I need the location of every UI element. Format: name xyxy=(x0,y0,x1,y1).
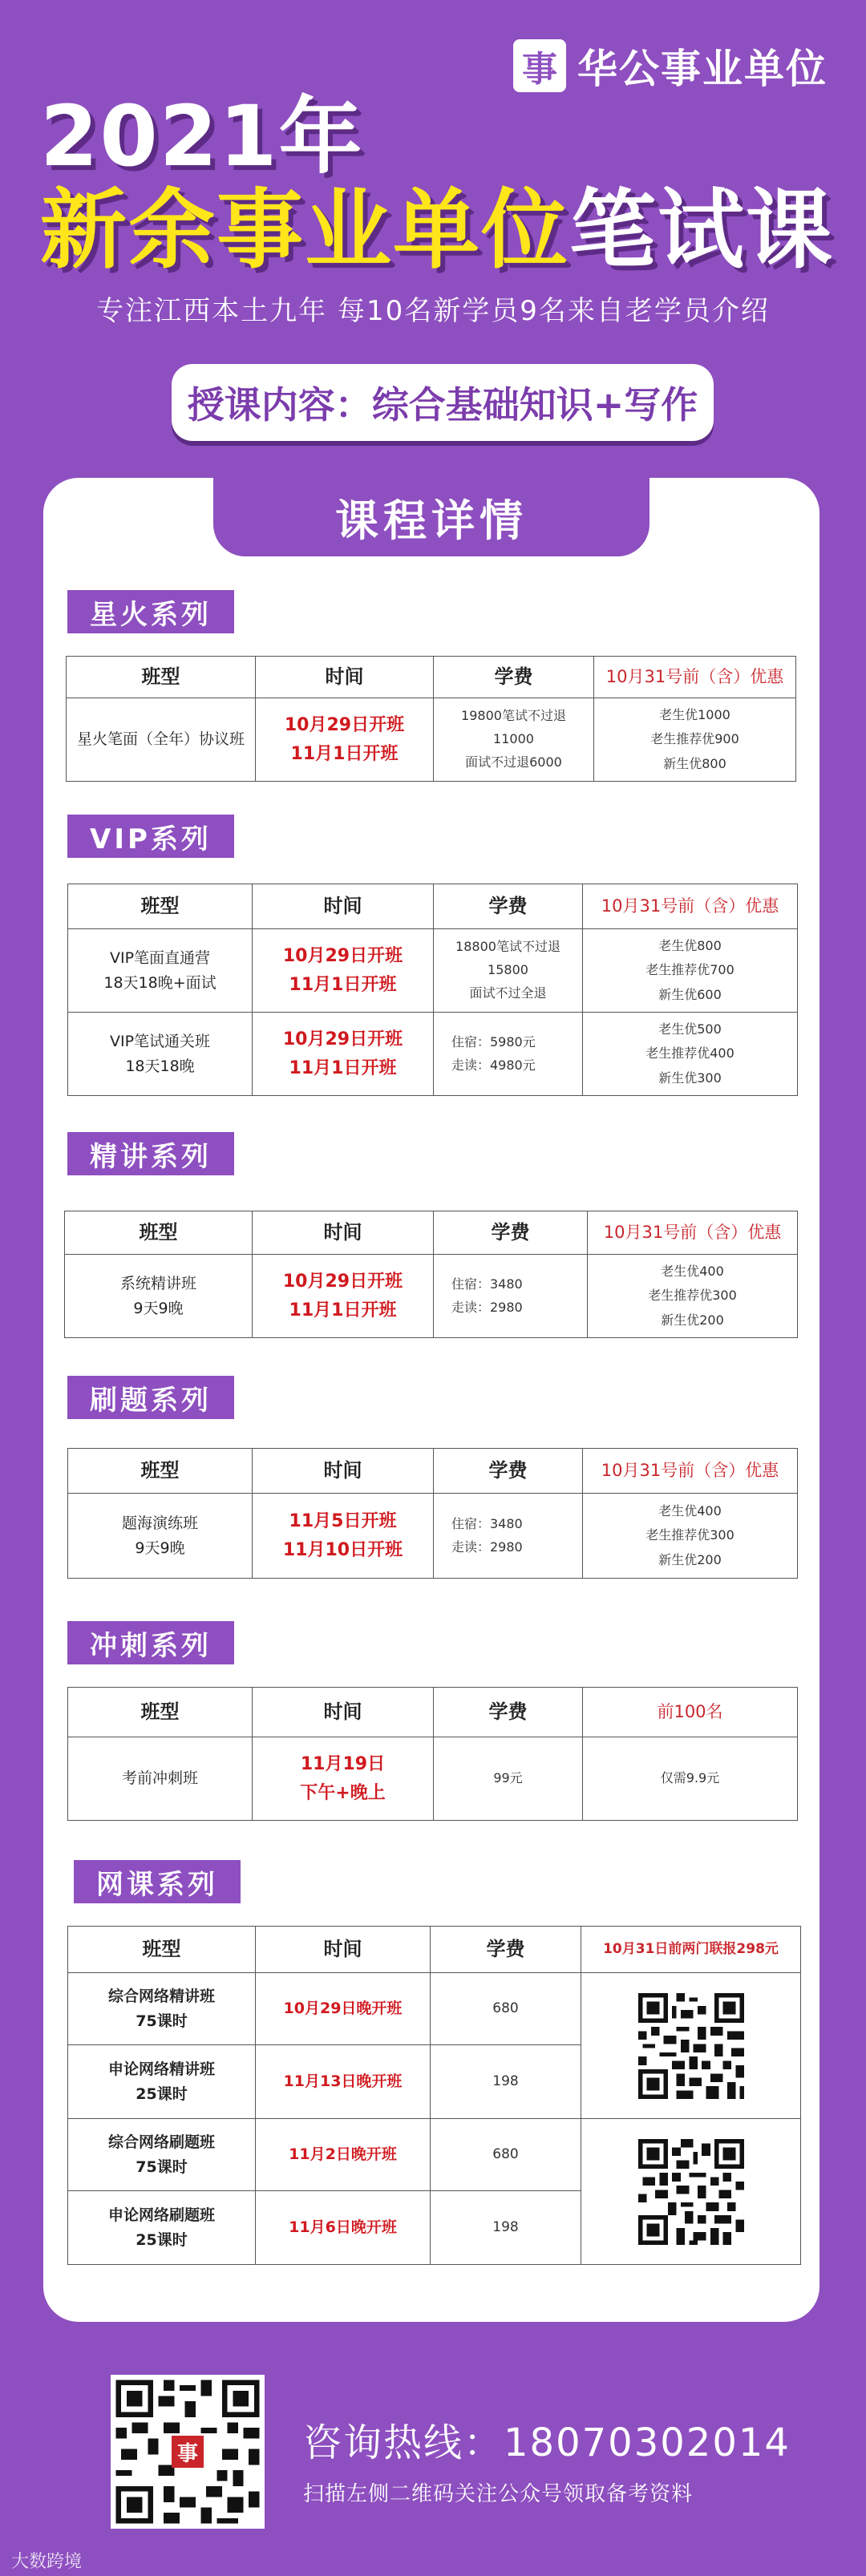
col-header: 班型 xyxy=(65,1211,253,1255)
start-time: 11月1日开班 xyxy=(289,1300,397,1320)
col-header: 班型 xyxy=(68,1449,253,1494)
section-tag: 刷题系列 xyxy=(67,1376,234,1419)
course-table-wangke xyxy=(67,1926,801,2265)
offer: 老生推荐优300 xyxy=(645,1527,734,1543)
fee: 住宿：3480 xyxy=(451,1515,523,1531)
offer: 老生优400 xyxy=(661,1263,724,1279)
col-header: 班型 xyxy=(68,1688,253,1737)
table-row xyxy=(68,1973,801,2045)
hotline-subtext: 扫描左侧二维码关注公众号领取备考资料 xyxy=(303,2482,694,2506)
start-time: 11月1日开班 xyxy=(289,1057,397,1078)
start-time: 10月29日开班 xyxy=(282,1029,403,1050)
start-time: 10月29日开班 xyxy=(282,1272,403,1292)
course-card xyxy=(43,478,819,2322)
fee: 680 xyxy=(492,2146,519,2163)
start-time: 11月19日 xyxy=(300,1754,386,1775)
start-time: 11月13日晚开班 xyxy=(283,2073,403,2091)
qr-code-icon[interactable] xyxy=(638,1993,744,2099)
table-row xyxy=(68,929,798,1013)
class-name: 25课时 xyxy=(136,2085,188,2103)
fee: 198 xyxy=(492,2073,519,2090)
fee: 面试不过退6000 xyxy=(465,754,562,770)
table-row xyxy=(68,1494,798,1579)
col-header: 班型 xyxy=(67,657,256,698)
col-header: 10月31号前（含）优惠 xyxy=(594,657,796,698)
start-time: 11月1日开班 xyxy=(289,974,397,995)
course-table-chongci xyxy=(67,1687,798,1821)
fee: 18800笔试不过退 xyxy=(455,939,560,955)
hotline: 咨询热线：18070302014 xyxy=(303,2420,791,2465)
class-name: 18天18晚+面试 xyxy=(103,973,216,992)
col-header: 10月31号前（含）优惠 xyxy=(583,884,798,929)
table-row xyxy=(68,1737,798,1821)
start-time: 11月1日开班 xyxy=(290,743,399,764)
table-row xyxy=(67,698,796,782)
col-header: 学费 xyxy=(434,1449,583,1494)
fee: 198 xyxy=(492,2219,519,2236)
col-header: 时间 xyxy=(253,1449,434,1494)
col-header: 班型 xyxy=(68,1927,256,1973)
col-header: 10月31号前（含）优惠 xyxy=(588,1211,798,1255)
fee: 面试不过全退 xyxy=(469,985,547,1001)
offer: 老生优800 xyxy=(658,937,722,953)
class-name: 申论网络刷题班 xyxy=(107,2206,215,2225)
brand-mark-icon: 事 xyxy=(513,39,566,92)
col-header: 时间 xyxy=(256,657,434,698)
fee: 住宿：5980元 xyxy=(451,1033,536,1049)
brand-name: 华公事业单位 xyxy=(577,46,828,92)
course-table-jingjiang xyxy=(64,1211,798,1338)
section-tag: 星火系列 xyxy=(67,590,234,633)
qr-code-icon[interactable] xyxy=(638,2139,744,2245)
fee: 99元 xyxy=(493,1770,523,1786)
title-year: 2021年 xyxy=(40,87,364,185)
col-header: 时间 xyxy=(253,1211,434,1255)
offer: 仅需9.9元 xyxy=(660,1770,720,1786)
fee: 走读：4980元 xyxy=(451,1057,536,1073)
title-rest: 笔试课 xyxy=(569,180,835,281)
qr-center-logo: 事 xyxy=(176,2441,198,2466)
offer: 老生优400 xyxy=(658,1502,722,1519)
col-header: 学费 xyxy=(434,1688,583,1737)
section-tag: VIP系列 xyxy=(67,815,234,858)
col-header: 学费 xyxy=(434,884,583,929)
col-header: 时间 xyxy=(256,1927,431,1973)
class-name: VIP笔面直通营 xyxy=(109,949,211,968)
class-name: 综合网络刷题班 xyxy=(107,2133,215,2152)
start-time: 下午+晚上 xyxy=(300,1782,386,1803)
col-header: 时间 xyxy=(253,884,434,929)
start-time: 11月2日晚开班 xyxy=(289,2145,397,2164)
offer: 老生推荐优900 xyxy=(650,731,739,747)
col-header: 学费 xyxy=(434,1211,588,1255)
class-name: 题海演练班 xyxy=(121,1514,198,1533)
card-title: 课程详情 xyxy=(213,478,650,556)
section-tag: 网课系列 xyxy=(74,1860,241,1903)
class-name: 9天9晚 xyxy=(135,1539,185,1557)
class-name: 申论网络精讲班 xyxy=(107,2060,215,2079)
fee: 680 xyxy=(492,2000,519,2017)
offer: 老生推荐优400 xyxy=(645,1045,734,1062)
qr-cell xyxy=(581,2119,801,2265)
fee: 15800 xyxy=(488,962,528,978)
class-name: VIP笔试通关班 xyxy=(109,1033,211,1051)
fee: 11000 xyxy=(493,731,534,747)
offer: 新生优300 xyxy=(658,1070,722,1086)
table-row xyxy=(68,2119,801,2191)
start-time: 10月29日开班 xyxy=(282,946,403,967)
class-name: 系统精讲班 xyxy=(119,1275,196,1293)
col-header: 学费 xyxy=(431,1927,581,1973)
title-main xyxy=(40,160,834,285)
class-name: 25课时 xyxy=(136,2230,188,2249)
start-time: 11月6日晚开班 xyxy=(289,2218,397,2237)
class-name: 18天18晚 xyxy=(125,1057,195,1075)
course-table-xinghuo xyxy=(66,656,796,782)
offer: 新生优200 xyxy=(658,1551,722,1567)
offer: 老生优1000 xyxy=(659,706,730,722)
col-header: 10月31日前两门联报298元 xyxy=(581,1927,801,1973)
class-name: 9天9晚 xyxy=(133,1299,184,1317)
col-header: 10月31号前（含）优惠 xyxy=(583,1449,798,1494)
footer-qr-code[interactable] xyxy=(111,2375,265,2529)
section-tag: 冲刺系列 xyxy=(67,1621,234,1664)
qr-cell xyxy=(581,1973,801,2119)
class-name: 综合网络精讲班 xyxy=(107,1988,215,2006)
offer: 老生推荐优700 xyxy=(645,962,734,978)
start-time: 11月10日开班 xyxy=(282,1539,403,1560)
col-header: 时间 xyxy=(253,1688,434,1737)
offer: 新生优200 xyxy=(661,1312,724,1328)
title-highlight: 新余事业单位 xyxy=(40,180,570,281)
watermark: 大数跨境 xyxy=(11,2552,83,2572)
fee: 走读：2980 xyxy=(451,1539,523,1555)
fee: 19800笔试不过退 xyxy=(461,708,566,724)
table-row xyxy=(68,1013,798,1096)
start-time: 11月5日开班 xyxy=(289,1511,397,1532)
class-name: 星火笔面（全年）协议班 xyxy=(76,730,245,749)
col-header: 前100名 xyxy=(583,1688,798,1737)
fee: 住宿：3480 xyxy=(451,1276,523,1292)
class-name: 考前冲刺班 xyxy=(121,1769,198,1788)
start-time: 10月29日晚开班 xyxy=(283,2000,403,2018)
brand-logo xyxy=(513,37,828,95)
offer: 老生优500 xyxy=(658,1021,722,1037)
course-table-vip xyxy=(67,884,798,1096)
subtitle: 专注江西本土九年 每10名新学员9名来自老学员介绍 xyxy=(96,295,770,327)
class-name: 75课时 xyxy=(136,2157,188,2176)
col-header: 班型 xyxy=(68,884,253,929)
fee: 走读：2980 xyxy=(451,1299,523,1315)
offer: 老生推荐优300 xyxy=(648,1288,737,1304)
col-header: 学费 xyxy=(434,657,594,698)
course-table-shuati xyxy=(67,1448,798,1579)
start-time: 10月29日开班 xyxy=(284,715,405,736)
offer: 新生优600 xyxy=(658,986,722,1002)
class-name: 75课时 xyxy=(136,2012,188,2030)
offer: 新生优800 xyxy=(663,755,726,771)
section-tag: 精讲系列 xyxy=(67,1132,234,1175)
table-row xyxy=(65,1255,798,1338)
content-pill: 授课内容：综合基础知识+写作 xyxy=(172,364,714,441)
